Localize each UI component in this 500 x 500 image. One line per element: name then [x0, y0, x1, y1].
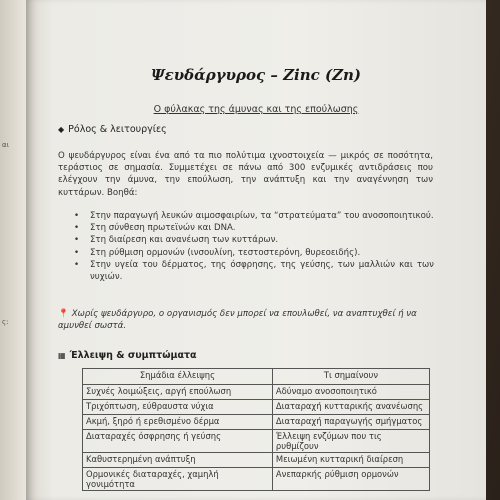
note-text: Χωρίς ψευδάργυρο, ο οργανισμός δεν μπορεί να επουλωθεί, να αναπτυχθεί ή να αμυνθεί σωστά. [58, 309, 417, 332]
roles-heading [58, 124, 167, 135]
functions-list [74, 210, 434, 283]
table-cell: Ακμή, ξηρό ή ερεθισμένο δέρμα [83, 415, 273, 430]
list-item: • Στην παραγωγή λευκών αιμοσφαιρίων, τα “στρατεύματα” του ανοσοποιητικού. [74, 210, 434, 222]
table-cell: Ορμονικές διαταραχές, χαμηλή γονιμότητα [83, 468, 273, 491]
table-cell: Έλλειψη ενζύμων που τις ρυθμίζουν [272, 430, 429, 453]
table-cell: Αδύναμο ανοσοποιητικό [272, 385, 429, 400]
table-row [83, 415, 430, 430]
table-cell: Καθυστερημένη ανάπτυξη [83, 453, 273, 468]
table-cell: Διαταραχή κυτταρικής ανανέωσης [272, 400, 429, 415]
numbers-icon: ▦ [58, 351, 66, 360]
list-item: • Στη διαίρεση και ανανέωση των κυττάρων. [74, 234, 434, 246]
table-header-row [83, 369, 430, 385]
table-header: Τι σημαίνουν [272, 369, 429, 385]
table-header: Σημάδια έλλειψης [83, 369, 273, 385]
page-title: Ψευδάργυρος – Zinc (Zn) [150, 66, 362, 84]
deficiency-heading [58, 350, 197, 361]
table-row [83, 430, 430, 453]
table-cell: Μειωμένη κυτταρική διαίρεση [272, 453, 429, 468]
book-page [26, 0, 486, 500]
intro-paragraph: Ο ψευδάργυρος είναι ένα από τα πιο πολύτιμα ιχνοστοιχεία — μικρός σε ποσότητα, τεράστιος σε σημασία. Συμμετέχει σε πάνω από 300 ενζυμικές αντιδράσεις που ελέγχουν την άμυνα, την επούλωση, την ανάπτυξη και την αναγέννηση των κυττάρων. Βοηθά: [58, 151, 433, 198]
list-item: • Στην υγεία του δέρματος, της όσφρησης, της γεύσης, των μαλλιών και των νυχιών. [74, 259, 434, 283]
list-item: • Στη σύνθεση πρωτεϊνών και DNA. [74, 222, 434, 234]
diamond-bullet-icon: ◆ [58, 125, 65, 134]
page-subtitle: Ο φύλακας της άμυνας και της επούλωσης [153, 104, 359, 115]
table-cell: Διαταραχές όσφρησης ή γεύσης [83, 430, 273, 453]
symptoms-table [82, 368, 430, 491]
table-row [83, 400, 430, 415]
table-row [83, 453, 430, 468]
roles-heading-text: Ρόλος & λειτουργίες [68, 124, 167, 135]
table-row [83, 468, 430, 491]
deficiency-heading-text: Έλλειψη & συμπτώματα [69, 350, 197, 361]
left-page-fragment: αι [2, 141, 9, 149]
table-cell: Συχνές λοιμώξεις, αργή επούλωση [83, 385, 273, 400]
table-cell: Τριχόπτωση, εύθραυστα νύχια [83, 400, 273, 415]
left-page-edge [0, 0, 26, 500]
table-row [83, 385, 430, 400]
list-item: • Στη ρύθμιση ορμονών (ινσουλίνη, τεστοστερόνη, θυρεοειδής). [74, 247, 434, 259]
table-cell: Ανεπαρκής ρύθμιση ορμονών [272, 468, 429, 491]
note-paragraph [58, 308, 428, 332]
left-page-fragment: ς: [2, 318, 9, 326]
table-cell: Διαταραχή παραγωγής σμήγματος [272, 415, 429, 430]
pin-icon: 📍 [58, 309, 69, 319]
